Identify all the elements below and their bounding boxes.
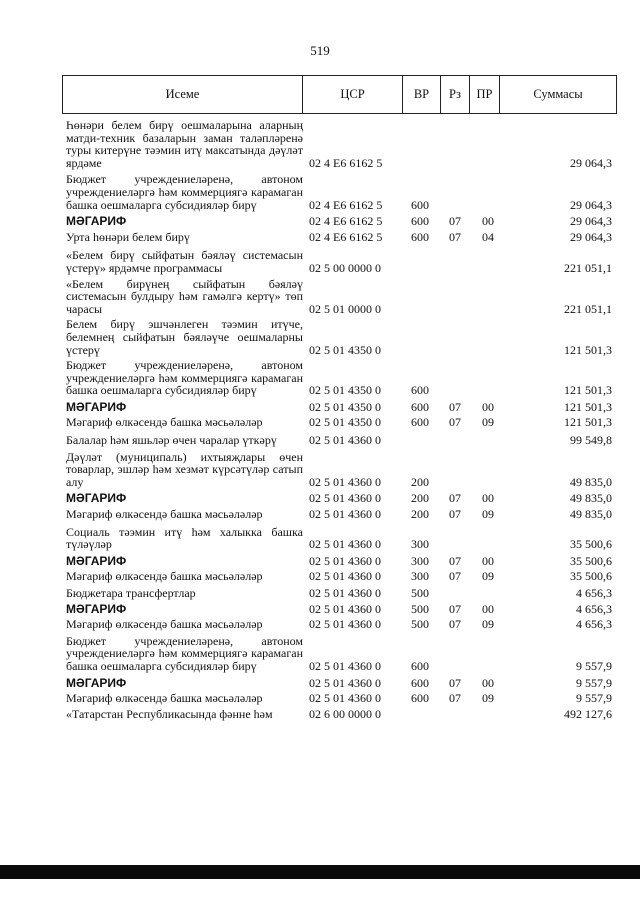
row-pr-code: 00 <box>482 491 494 506</box>
row-name: Мәгариф өлкәсендә башка мәсьәләләр <box>66 617 263 632</box>
row-rz-code: 07 <box>449 415 461 430</box>
row-vr-code: 300 <box>411 537 429 552</box>
row-sum: 121 501,3 <box>564 399 612 414</box>
column-header-csr: ЦСР <box>303 76 403 113</box>
table-row <box>66 492 612 505</box>
row-sum: 221 051,1 <box>564 260 612 275</box>
row-vr-code: 200 <box>411 491 429 506</box>
table-row <box>66 677 612 690</box>
row-csr-code: 02 4 Е6 6162 5 <box>309 214 383 229</box>
table-row <box>66 434 612 447</box>
table-row <box>66 215 612 228</box>
row-csr-code: 02 5 01 4360 0 <box>309 474 381 489</box>
table-row <box>66 508 612 521</box>
row-name: МӘГАРИФ <box>66 399 127 414</box>
row-name: МӘГАРИФ <box>66 675 127 690</box>
row-sum: 29 064,3 <box>570 214 612 229</box>
row-vr-code: 300 <box>411 569 429 584</box>
row-csr-code: 02 5 01 0000 0 <box>309 301 381 316</box>
row-vr-code: 600 <box>411 658 429 673</box>
table-row <box>66 603 612 616</box>
row-sum: 99 549,8 <box>570 433 612 448</box>
row-csr-code: 02 5 01 4360 0 <box>309 658 381 673</box>
row-sum: 9 557,9 <box>576 658 612 673</box>
row-sum: 49 835,0 <box>570 474 612 489</box>
row-sum: 35 500,6 <box>570 537 612 552</box>
table-row <box>66 570 612 583</box>
row-pr-code: 04 <box>482 229 494 244</box>
table-row <box>66 635 612 673</box>
row-csr-code: 02 5 01 4360 0 <box>309 507 381 522</box>
row-sum: 4 656,3 <box>576 617 612 632</box>
row-vr-code: 600 <box>411 197 429 212</box>
row-sum: 29 064,3 <box>570 155 612 170</box>
row-rz-code: 07 <box>449 214 461 229</box>
table-row <box>66 618 612 631</box>
row-pr-code: 09 <box>482 507 494 522</box>
row-vr-code: 200 <box>411 474 429 489</box>
row-vr-code: 600 <box>411 229 429 244</box>
row-rz-code: 07 <box>449 569 461 584</box>
row-csr-code: 02 5 01 4360 0 <box>309 617 381 632</box>
row-csr-code: 02 5 01 4360 0 <box>309 553 381 568</box>
page-number: 519 <box>310 43 330 58</box>
row-rz-code: 07 <box>449 491 461 506</box>
row-csr-code: 02 6 00 0000 0 <box>309 706 381 721</box>
row-pr-code: 09 <box>482 691 494 706</box>
row-pr-code: 09 <box>482 617 494 632</box>
row-sum: 35 500,6 <box>570 569 612 584</box>
row-rz-code: 07 <box>449 553 461 568</box>
table-row <box>66 587 612 600</box>
table-row <box>66 692 612 705</box>
row-name: МӘГАРИФ <box>66 601 127 616</box>
table-row <box>66 708 612 721</box>
row-csr-code: 02 5 01 4360 0 <box>309 491 381 506</box>
row-csr-code: 02 5 01 4360 0 <box>309 569 381 584</box>
table-row <box>66 401 612 414</box>
row-sum: 35 500,6 <box>570 553 612 568</box>
row-sum: 4 656,3 <box>576 601 612 616</box>
row-rz-code: 07 <box>449 675 461 690</box>
row-csr-code: 02 5 01 4350 0 <box>309 415 381 430</box>
row-sum: 121 501,3 <box>564 383 612 398</box>
row-rz-code: 07 <box>449 399 461 414</box>
row-name: МӘГАРИФ <box>66 553 127 568</box>
row-csr-code: 02 4 Е6 6162 5 <box>309 229 383 244</box>
row-csr-code: 02 5 01 4360 0 <box>309 675 381 690</box>
table-row <box>66 555 612 568</box>
row-rz-code: 07 <box>449 507 461 522</box>
row-vr-code: 300 <box>411 553 429 568</box>
row-sum: 9 557,9 <box>576 675 612 690</box>
row-name: Балалар һәм яшьләр өчен чаралар үткәрү <box>66 433 277 448</box>
row-csr-code: 02 5 01 4350 0 <box>309 383 381 398</box>
row-name: Мәгариф өлкәсендә башка мәсьәләләр <box>66 415 263 430</box>
row-csr-code: 02 5 00 0000 0 <box>309 260 381 275</box>
column-header-vr: ВР <box>403 76 441 113</box>
row-csr-code: 02 5 01 4360 0 <box>309 691 381 706</box>
row-sum: 221 051,1 <box>564 301 612 316</box>
row-name: Бюджет учреждениеләренә, автоном учреждениеләргә һәм коммерциягә карамаган башка оешмаларга субсидияләр бирү <box>66 358 303 398</box>
row-name: Дәүләт (муниципаль) ихтыяҗлары өчен товарлар, эшләр һәм хезмәт күрсәтүләр сатып алу <box>66 449 303 489</box>
row-rz-code: 07 <box>449 617 461 632</box>
row-csr-code: 02 5 01 4350 0 <box>309 399 381 414</box>
row-name: Мәгариф өлкәсендә башка мәсьәләләр <box>66 569 263 584</box>
row-name: Һөнәри белем бирү оешмаларына аларның матди-техник базаларын заман таләпләренә туры китерүне тәэмин итү максатында дәүләт ярдәме <box>66 118 303 170</box>
table-row <box>66 359 612 397</box>
row-name: «Белем бирүнең сыйфатын бәяләү системасын булдыру һәм гамәлгә кертү» төп чарасы <box>66 276 303 316</box>
row-pr-code: 09 <box>482 415 494 430</box>
row-vr-code: 600 <box>411 214 429 229</box>
table-row <box>66 318 612 356</box>
column-header-name: Исеме <box>63 76 303 113</box>
row-vr-code: 500 <box>411 601 429 616</box>
row-vr-code: 600 <box>411 399 429 414</box>
row-name: Социаль тәэмин итү һәм халыкка башка түләүләр <box>66 524 303 552</box>
row-rz-code: 07 <box>449 691 461 706</box>
row-name: МӘГАРИФ <box>66 491 127 506</box>
table-row <box>66 173 612 211</box>
row-csr-code: 02 4 Е6 6162 5 <box>309 197 383 212</box>
column-header-sum: Суммасы <box>533 87 583 101</box>
row-vr-code: 200 <box>411 507 429 522</box>
row-csr-code: 02 5 01 4360 0 <box>309 537 381 552</box>
table-row <box>66 526 612 551</box>
row-name: Мәгариф өлкәсендә башка мәсьәләләр <box>66 507 263 522</box>
row-name: Урта һөнәри белем бирү <box>66 229 190 244</box>
row-pr-code: 09 <box>482 569 494 584</box>
row-vr-code: 500 <box>411 586 429 600</box>
row-sum: 492 127,6 <box>564 706 612 721</box>
row-vr-code: 600 <box>411 415 429 430</box>
row-sum: 49 835,0 <box>570 507 612 522</box>
row-name: Бюджетара трансфертлар <box>66 586 196 600</box>
row-sum: 49 835,0 <box>570 491 612 506</box>
column-header-pr: ПР <box>470 76 500 113</box>
row-rz-code: 07 <box>449 229 461 244</box>
row-sum: 121 501,3 <box>564 342 612 357</box>
table-row <box>66 231 612 244</box>
column-header-rz: Рз <box>441 76 470 113</box>
row-csr-code: 02 5 01 4360 0 <box>309 601 381 616</box>
row-pr-code: 00 <box>482 675 494 690</box>
row-name: «Белем бирү сыйфатын бәяләү системасын үстерү» ярдәмче программасы <box>66 248 303 275</box>
row-pr-code: 00 <box>482 399 494 414</box>
row-csr-code: 02 5 01 4360 0 <box>309 433 381 448</box>
row-sum: 29 064,3 <box>570 229 612 244</box>
budget-table-body <box>66 116 612 720</box>
row-vr-code: 600 <box>411 675 429 690</box>
table-row <box>66 278 612 316</box>
row-pr-code: 00 <box>482 601 494 616</box>
row-csr-code: 02 5 01 4350 0 <box>309 342 381 357</box>
row-pr-code: 00 <box>482 553 494 568</box>
row-name: Бюджет учреждениеләренә, автоном учреждениеләргә һәм коммерциягә карамаган башка оешмаларга субсидияләр бирү <box>66 633 303 673</box>
table-row <box>66 249 612 274</box>
row-name: Мәгариф өлкәсендә башка мәсьәләләр <box>66 691 263 706</box>
row-sum: 9 557,9 <box>576 691 612 706</box>
row-rz-code: 07 <box>449 601 461 616</box>
row-vr-code: 500 <box>411 617 429 632</box>
row-pr-code: 00 <box>482 214 494 229</box>
row-vr-code: 600 <box>411 691 429 706</box>
table-row <box>66 119 612 169</box>
table-row <box>66 451 612 489</box>
table-row <box>66 416 612 429</box>
row-sum: 29 064,3 <box>570 197 612 212</box>
scan-border-bar <box>0 865 640 879</box>
row-sum: 4 656,3 <box>576 586 612 600</box>
row-name: МӘГАРИФ <box>66 214 127 229</box>
row-name: Белем бирү эшчәнлеген тәэмин итүче, белемнең сыйфатын бәяләүче оешмаларны үстерү <box>66 317 303 357</box>
row-name: Бюджет учреждениеләренә, автоном учреждениеләргә һәм коммерциягә карамаган башка оешмаларга субсидияләр бирү <box>66 172 303 212</box>
row-vr-code: 600 <box>411 383 429 398</box>
table-header <box>62 75 617 114</box>
row-sum: 121 501,3 <box>564 415 612 430</box>
row-csr-code: 02 5 01 4360 0 <box>309 586 381 600</box>
row-name: «Татарстан Республикасында фәнне һәм <box>66 706 273 721</box>
row-csr-code: 02 4 Е6 6162 5 <box>309 155 383 170</box>
